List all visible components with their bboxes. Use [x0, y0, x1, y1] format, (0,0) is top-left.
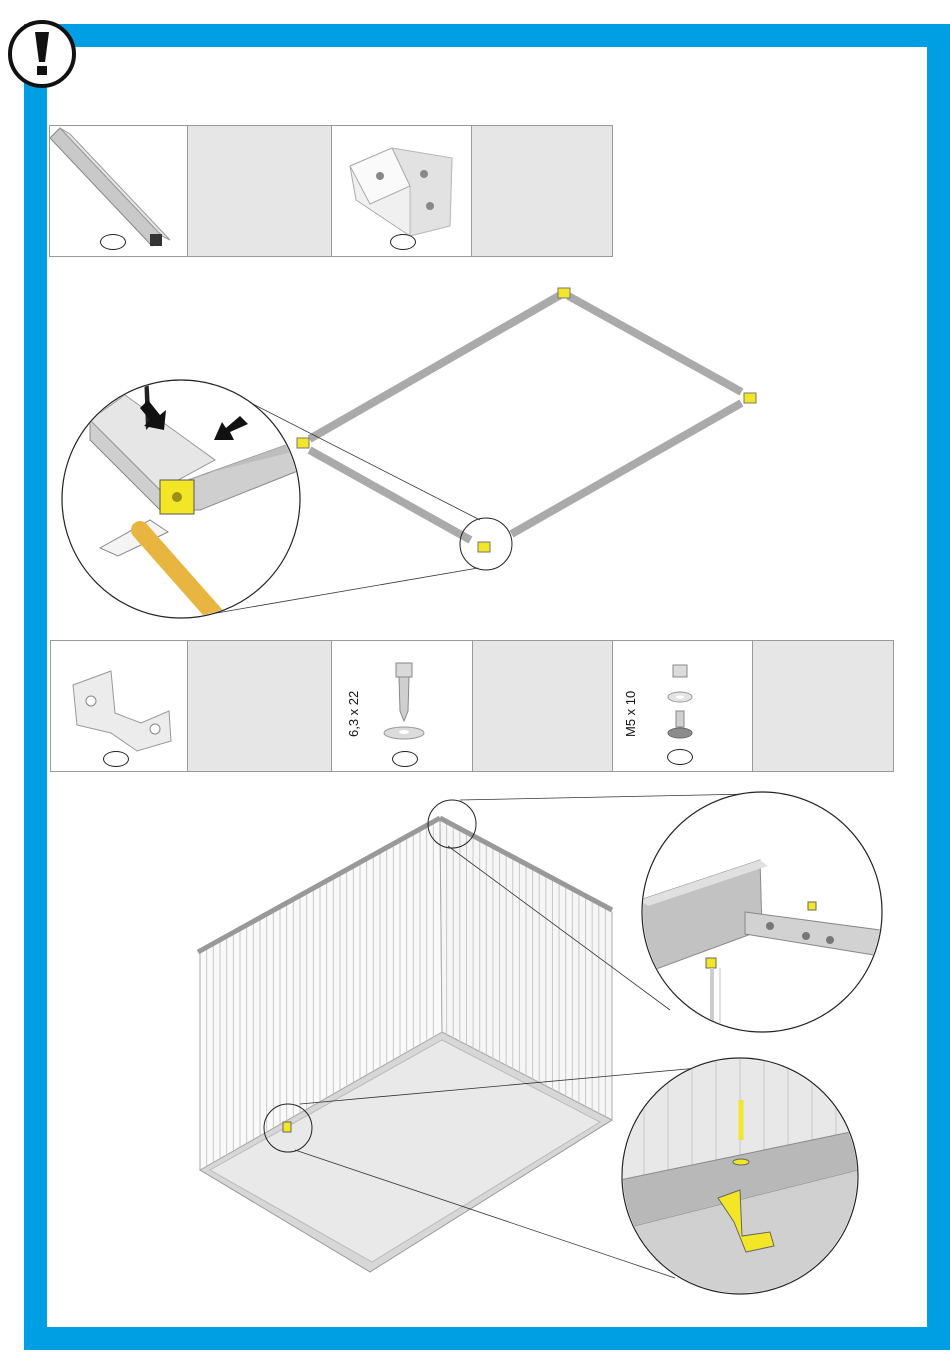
screw-spec: 6,3 x 22: [346, 690, 361, 737]
bolt-spec: M5 x 10: [623, 690, 638, 737]
